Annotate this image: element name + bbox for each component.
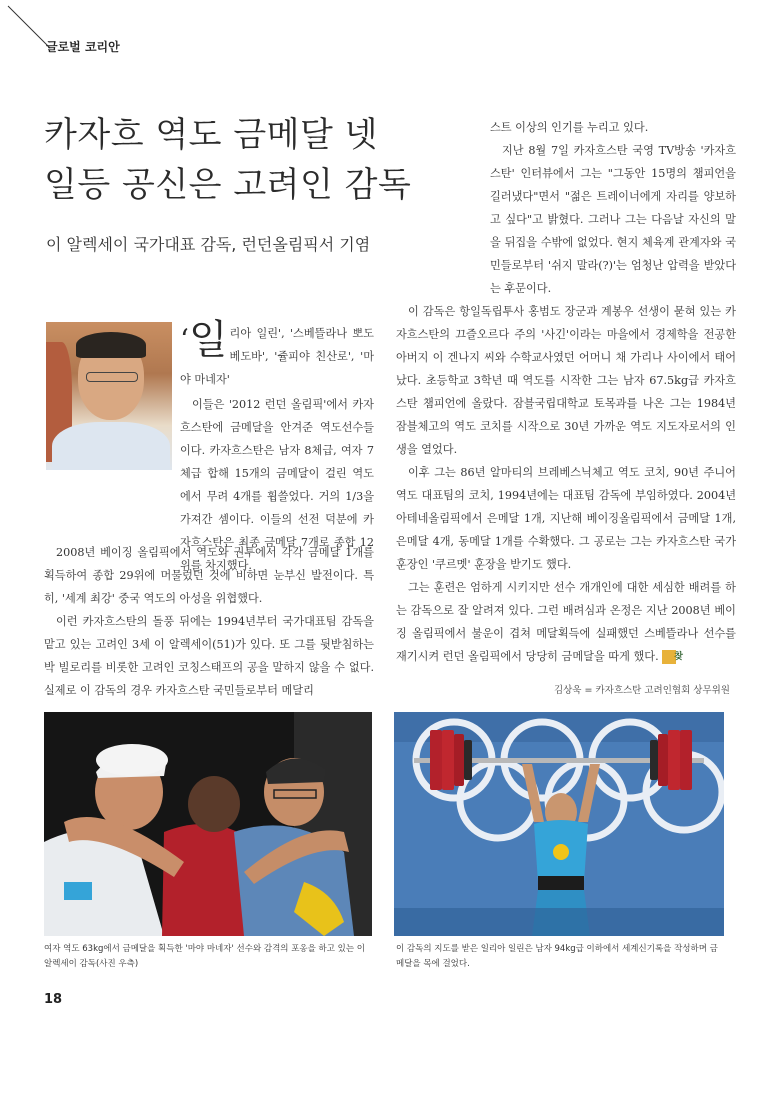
embrace-photo: [44, 712, 372, 936]
caption-right: 이 감독의 지도를 받은 일리아 일린은 남자 94kg급 이하에서 세계신기록을 작성하며 금메달을 목에 걸었다.: [396, 944, 718, 969]
embrace-illustration: [44, 712, 372, 936]
lead-text: 리아 일린', '스베뜰라나 뽀도베도바', '쥴피야 친산로', '마야 마네자': [180, 327, 374, 386]
byline: 김상욱 = 카자흐스탄 고려인협회 상무위원: [553, 685, 730, 696]
paragraph: 이들은 '2012 런던 올림픽'에서 카자흐스탄에 금메달을 안겨준 역도선수들이다. 카자흐스탄은 남자 8체급, 여자 7체급 합해 15개의 금메달이 걸린 역도에서 무려 4개를 휩쓸었다. 거의 1/3을 가져간 셈이다. 이들의 선전 덕분에 카자흐스탄은 최종 금메달 7개로 종합 12위를 차지했다.: [180, 398, 374, 572]
paragraph: 2008년 베이징 올림픽에서 역도와 권투에서 각각 금메달 1개를 획득하여 종합 29위에 머물렀던 것에 비하면 눈부신 발전이다. 특히, '세계 최강' 중국 역도의 아성을 위협했다.: [44, 546, 374, 605]
paragraph: 지난 8월 7일 카자흐스탄 국영 TV방송 '카자흐스탄' 인터뷰에서 그는 "그동안 15명의 챔피언을 길러냈다"면서 "젊은 트레이너에게 자리를 양보하고 싶다"고 밝혔다. 그러나 그는 다음날 자신의 말을 뒤집을 수밖에 없었다. 현지 체육계 관계자와 국민들로부터 '쉬지 말라(?)'는 엄청난 압력을 받았다는 후문이다.: [490, 144, 736, 295]
portrait-photo: [46, 322, 172, 470]
section-label: 글로벌 코리안: [46, 40, 120, 54]
paragraph: 이 감독은 항일독립투사 홍범도 장군과 계봉우 선생이 묻혀 있는 카자흐스탄의 끄즐오르다 주의 '사긴'이라는 마을에서 경제학을 전공한 아버지 이 겐나지 씨와 수학교사였던 어머니 채 가리나 사이에서 태어났다. 초등학교 3학년 때 역도를 시작한 그는 남자 67.5kg급 카자흐스탄 챔피언에 올랐다. 잠블국립대학교 토목과를 나온 그는 1984년 잠블체고의 역도 코치를 시작으로 30년 가까운 역도 지도자로서의 인생을 열었다.: [396, 305, 736, 456]
glasses: [86, 372, 138, 382]
paragraph: 이런 카자흐스탄의 돌풍 뒤에는 1994년부터 국가대표팀 감독을 맡고 있는 고려인 3세 이 알렉세이(51)가 있다. 또 그를 뒷받침하는 박 빌로리를 비롯한 고려인 코칭스태프의 공을 말하지 않을 수 없다. 실제로 이 감독의 경우 카자흐스탄 국민들로부터 메달리: [44, 615, 374, 697]
paragraph: 이후 그는 86년 알마티의 브레베스닉체고 역도 코치, 90년 주니어 역도 대표팀의 코치, 1994년에는 대표팀 감독에 부임하였다. 2004년 아테네올림픽에서 은메달 1개, 지난해 베이징올림픽에서 금메달 1개, 은메달 4개, 동메달 1개를 수확했다. 그 공로는 그는 카자흐스탄 국가 훈장인 '쿠르멧' 훈장을 받기도 했다.: [396, 466, 736, 571]
headline-line-2: 일등 공신은 고려인 감독: [44, 165, 412, 205]
weightlifter-illustration: [394, 712, 724, 936]
paragraph-text: 그는 훈련은 엄하게 시키지만 선수 개개인에 대한 세심한 배려를 하는 감독으로 잘 알려져 있다. 그런 배려심과 온정은 지난 2008년 베이징 올림픽에서 불운이 겹쳐 메달획득에 실패했던 스베뜰라나 선수를 재기시켜 런던 올림픽에서 당당히 금메달을 따게 했다.: [396, 581, 736, 663]
hair: [76, 332, 146, 358]
dropcap-letter: 일: [188, 317, 228, 363]
right-column: [396, 300, 736, 668]
page-number: 18: [44, 992, 63, 1007]
end-mark-icon: 찾: [662, 650, 676, 664]
weightlifter-photo: [394, 712, 724, 936]
paragraph: 스트 이상의 인기를 누리고 있다.: [490, 121, 649, 134]
caption-left: 여자 역도 63kg에서 금메달을 획득한 '마야 마네자' 선수와 감격의 포옹을 하고 있는 이 알렉세이 감독(사진 우측): [44, 944, 365, 969]
dropcap: ‘일: [180, 317, 228, 363]
left-column: [44, 541, 374, 702]
headline-line-1: 카자흐 역도 금메달 넷: [44, 115, 379, 155]
right-top-column: [490, 116, 736, 300]
subtitle: 이 알렉세이 국가대표 감독, 런던올림픽서 기염: [46, 235, 371, 254]
shirt: [52, 422, 170, 470]
headline: [44, 110, 464, 210]
intro-block: [180, 317, 374, 577]
paragraph: [396, 576, 736, 668]
